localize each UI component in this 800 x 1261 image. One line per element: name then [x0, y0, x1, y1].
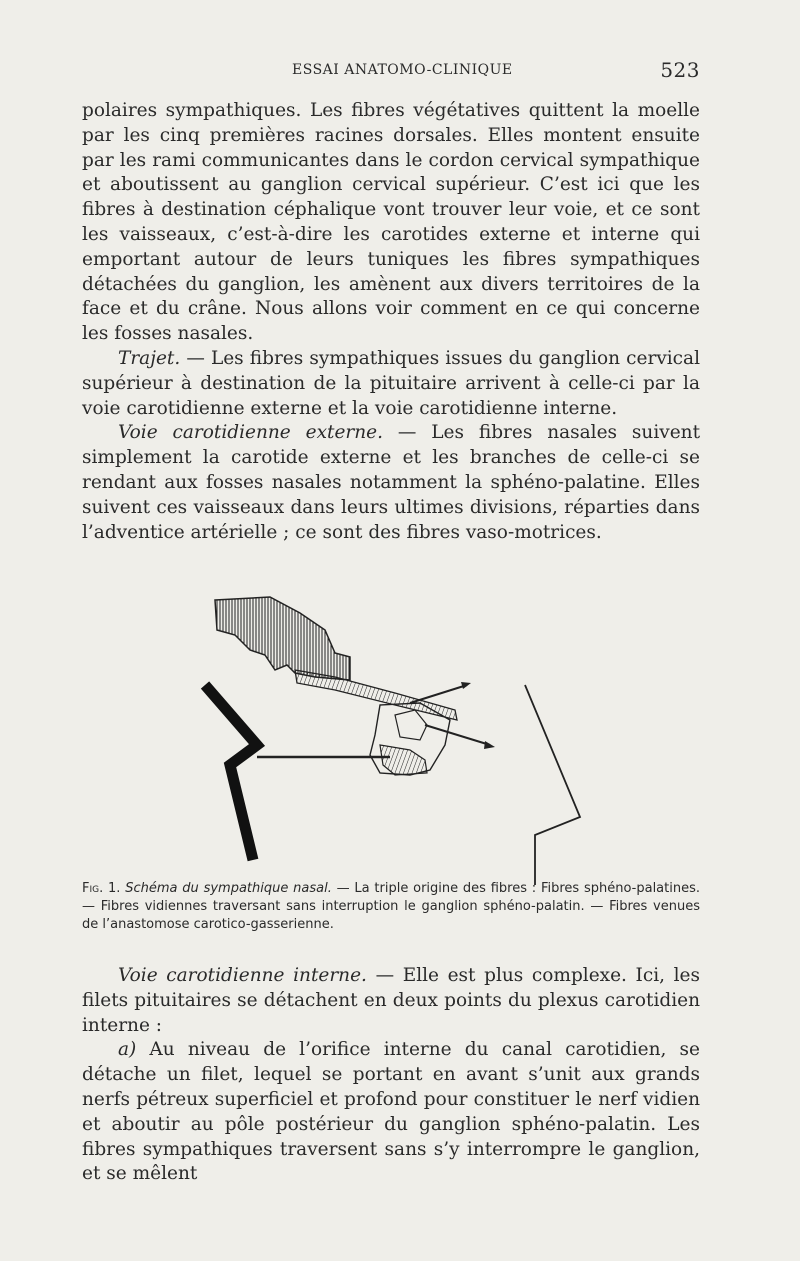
paragraph-trajet-text: — Les fibres sympathiques issues du ganglion cervical supérieur à destination de la pituitaire arrivent à celle-ci par la voie carotidienne externe et la voie carotidienne interne. [82, 347, 700, 419]
page-number: 523 [660, 58, 700, 82]
paragraph-point-a [82, 1038, 700, 1187]
paragraph-voie-interne [82, 964, 700, 1038]
list-marker-a: a) [118, 1039, 137, 1061]
carotid-chevron [205, 685, 257, 860]
hatched-bone-upper [215, 597, 350, 680]
paragraph-trajet [82, 347, 700, 421]
arrow-lower [425, 725, 490, 745]
caption-title: Schéma du sympathique nasal. [125, 881, 332, 896]
section-title-trajet: Trajet. [118, 347, 181, 369]
paragraph-point-a-text: Au niveau de l’orifice interne du canal carotidien, se détache un filet, lequel se portant en avant s’unit aux grands nerfs pétreux superficiel et profond pour constituer le nerf vidien et aboutir au pôle postérieur du ganglion sphéno-palatin. Les fibres sympathiques traversent sans s’y interrompre le ganglion, et se mêlent [82, 1039, 700, 1185]
caption-text: — La triple origine des fibres : Fibres sphéno-palatines. — Fibres vidiennes traversant sans interruption le ganglion sphéno-palatin. — Fibres venues de l’anastomose carotico-gasserienne. [82, 881, 701, 932]
running-title: ESSAI ANATOMO-CLINIQUE [292, 62, 513, 78]
paragraph-voie-interne-text: — Elle est plus complexe. Ici, les filets pituitaires se détachent en deux points du plexus carotidien interne : [82, 965, 700, 1036]
figure-caption [82, 880, 700, 934]
paragraph-continuation: polaires sympathiques. Les fibres végétatives quittent la moelle par les cinq premières racines dorsales. Elles montent ensuite par les rami communicantes dans le cordon cervical sympathique et aboutissent au ganglion cervical supérieur. C’est ici que les fibres à destination céphalique vont trouver leur voie, et ce sont les vaisseaux, c’est-à-dire les carotides externe et interne qui emportant autour de leurs tuniques les fibres sympathiques détachées du ganglion, les amènent aux divers territoires de la face et du crâne. Nous allons voir comment en ce qui concerne les fosses nasales. [82, 100, 700, 345]
paragraph-voie-externe-text: — Les fibres nasales suivent simplement la carotide externe et les branches de celle-ci se rendant aux fosses nasales notamment la sphéno-palatine. Elles suivent ces vaisseaux dans leurs ultimes divisions, réparties dans l’adventice artérielle ; ce sont des fibres vaso-motrices. [82, 422, 700, 543]
caption-lead: Fig. 1. [82, 881, 121, 896]
body-text-top [82, 99, 700, 545]
section-title-voie-interne: Voie carotidienne interne. [118, 965, 367, 986]
right-bracket-line [525, 685, 580, 885]
section-title-voie-externe: Voie carotidienne externe. [118, 422, 383, 444]
body-text-bottom [82, 964, 700, 1187]
arrow-upper [410, 685, 467, 703]
paragraph-voie-externe [82, 421, 700, 545]
figure-nasal-sympathetic-schema [195, 585, 595, 885]
